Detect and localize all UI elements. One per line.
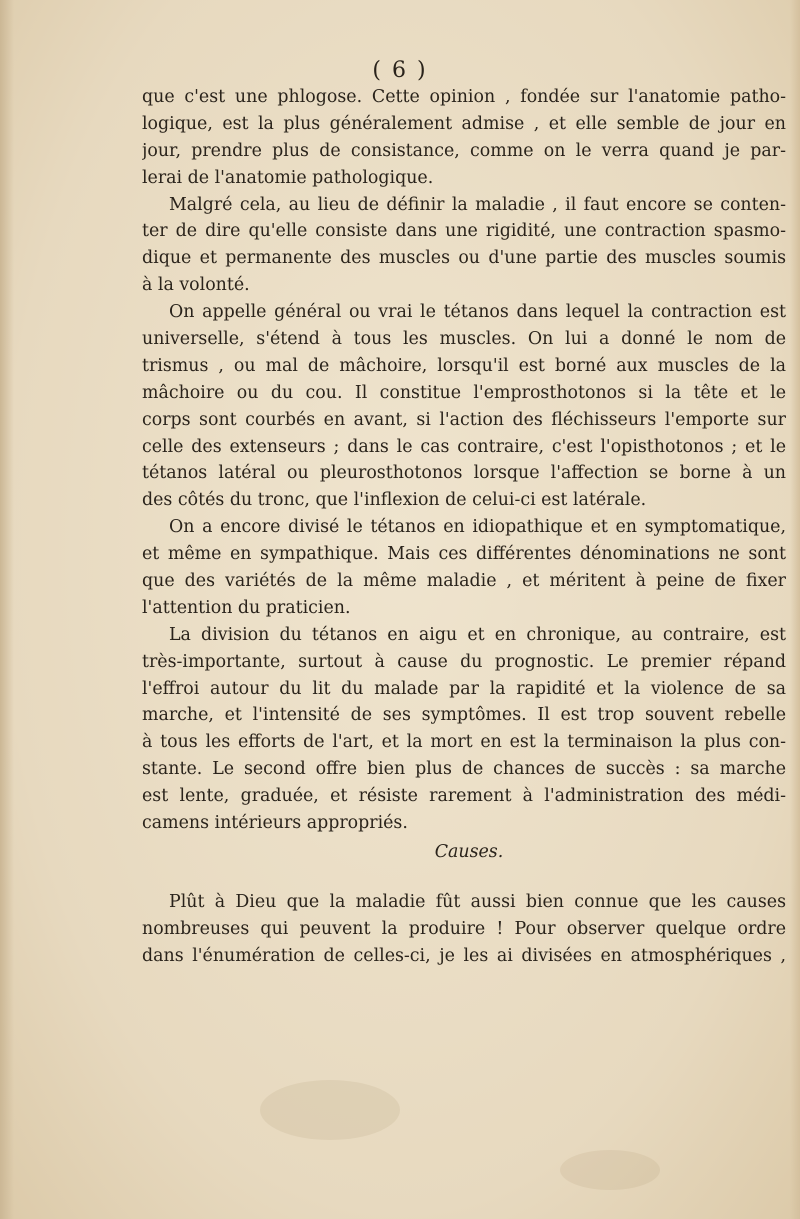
text-line: mâchoire ou du cou. Il constitue l'emprosthotonos si la tête et le [142, 382, 786, 403]
text-line: à la volonté. [142, 275, 250, 296]
text-line: est lente, graduée, et résiste rarement à l'administration des médi- [142, 786, 786, 807]
text-line: lerai de l'anatomie pathologique. [142, 167, 434, 188]
text-line: corps sont courbés en avant, si l'action des fléchisseurs l'emporte sur [142, 409, 786, 430]
text-line: à tous les efforts de l'art, et la mort en est la terminaison la plus con- [142, 732, 786, 753]
text-line: Plût à Dieu que la maladie fût aussi bien connue que les causes [169, 891, 786, 912]
text-line: des côtés du tronc, que l'inflexion de celui-ci est latérale. [142, 490, 647, 511]
text-line: trismus , ou mal de mâchoire, lorsqu'il est borné aux muscles de la [142, 355, 786, 376]
text-line: universelle, s'étend à tous les muscles. On lui a donné le nom de [142, 329, 786, 350]
text-line: dique et permanente des muscles ou d'une partie des muscles soumis [142, 248, 786, 269]
page-number: ( 6 ) [372, 58, 428, 83]
text-line: logique, est la plus généralement admise , et elle semble de jour en [142, 113, 786, 134]
text-line: celle des extenseurs ; dans le cas contraire, c'est l'opisthotonos ; et le [142, 436, 786, 457]
text-line: jour, prendre plus de consistance, comme on le verra quand je par- [142, 140, 786, 161]
text-line: tétanos latéral ou pleurosthotonos lorsque l'affection se borne à un [142, 463, 786, 484]
text-line: nombreuses qui peuvent la produire ! Pour observer quelque ordre [142, 918, 786, 939]
text-line: très-importante, surtout à cause du prognostic. Le premier répand [142, 651, 786, 672]
text-line: que des variétés de la même maladie , et méritent à peine de fixer [142, 571, 786, 592]
page-left-shadow [0, 0, 14, 1219]
text-line: marche, et l'intensité de ses symptômes. Il est trop souvent rebelle [142, 705, 786, 726]
text-line: La division du tétanos en aigu et en chronique, au contraire, est [169, 624, 786, 645]
text-line: Malgré cela, au lieu de définir la maladie , il faut encore se conten- [169, 194, 786, 215]
text-line: l'effroi autour du lit du malade par la rapidité et la violence de sa [142, 678, 786, 699]
section-heading: Causes. [434, 841, 504, 862]
text-line: ter de dire qu'elle consiste dans une rigidité, une contraction spasmo- [142, 221, 786, 242]
text-line: On appelle général ou vrai le tétanos dans lequel la contraction est [169, 302, 786, 323]
text-line: stante. Le second offre bien plus de chances de succès : sa marche [142, 759, 786, 780]
text-line: que c'est une phlogose. Cette opinion , fondée sur l'anatomie patho- [142, 87, 786, 107]
text-line: dans l'énumération de celles-ci, je les ai divisées en atmosphériques , [142, 945, 786, 966]
page-right-shadow [790, 0, 800, 1219]
text-line: On a encore divisé le tétanos en idiopathique et en symptomatique, [169, 517, 786, 538]
text-line: et même en sympathique. Mais ces différentes dénominations ne sont [142, 544, 786, 565]
text-line: camens intérieurs appropriés. [142, 813, 408, 834]
text-line: l'attention du praticien. [142, 597, 351, 618]
section-spacer [142, 868, 786, 889]
paper-stain [260, 1080, 400, 1140]
paper-stain [560, 1150, 660, 1190]
body-text [142, 84, 786, 970]
